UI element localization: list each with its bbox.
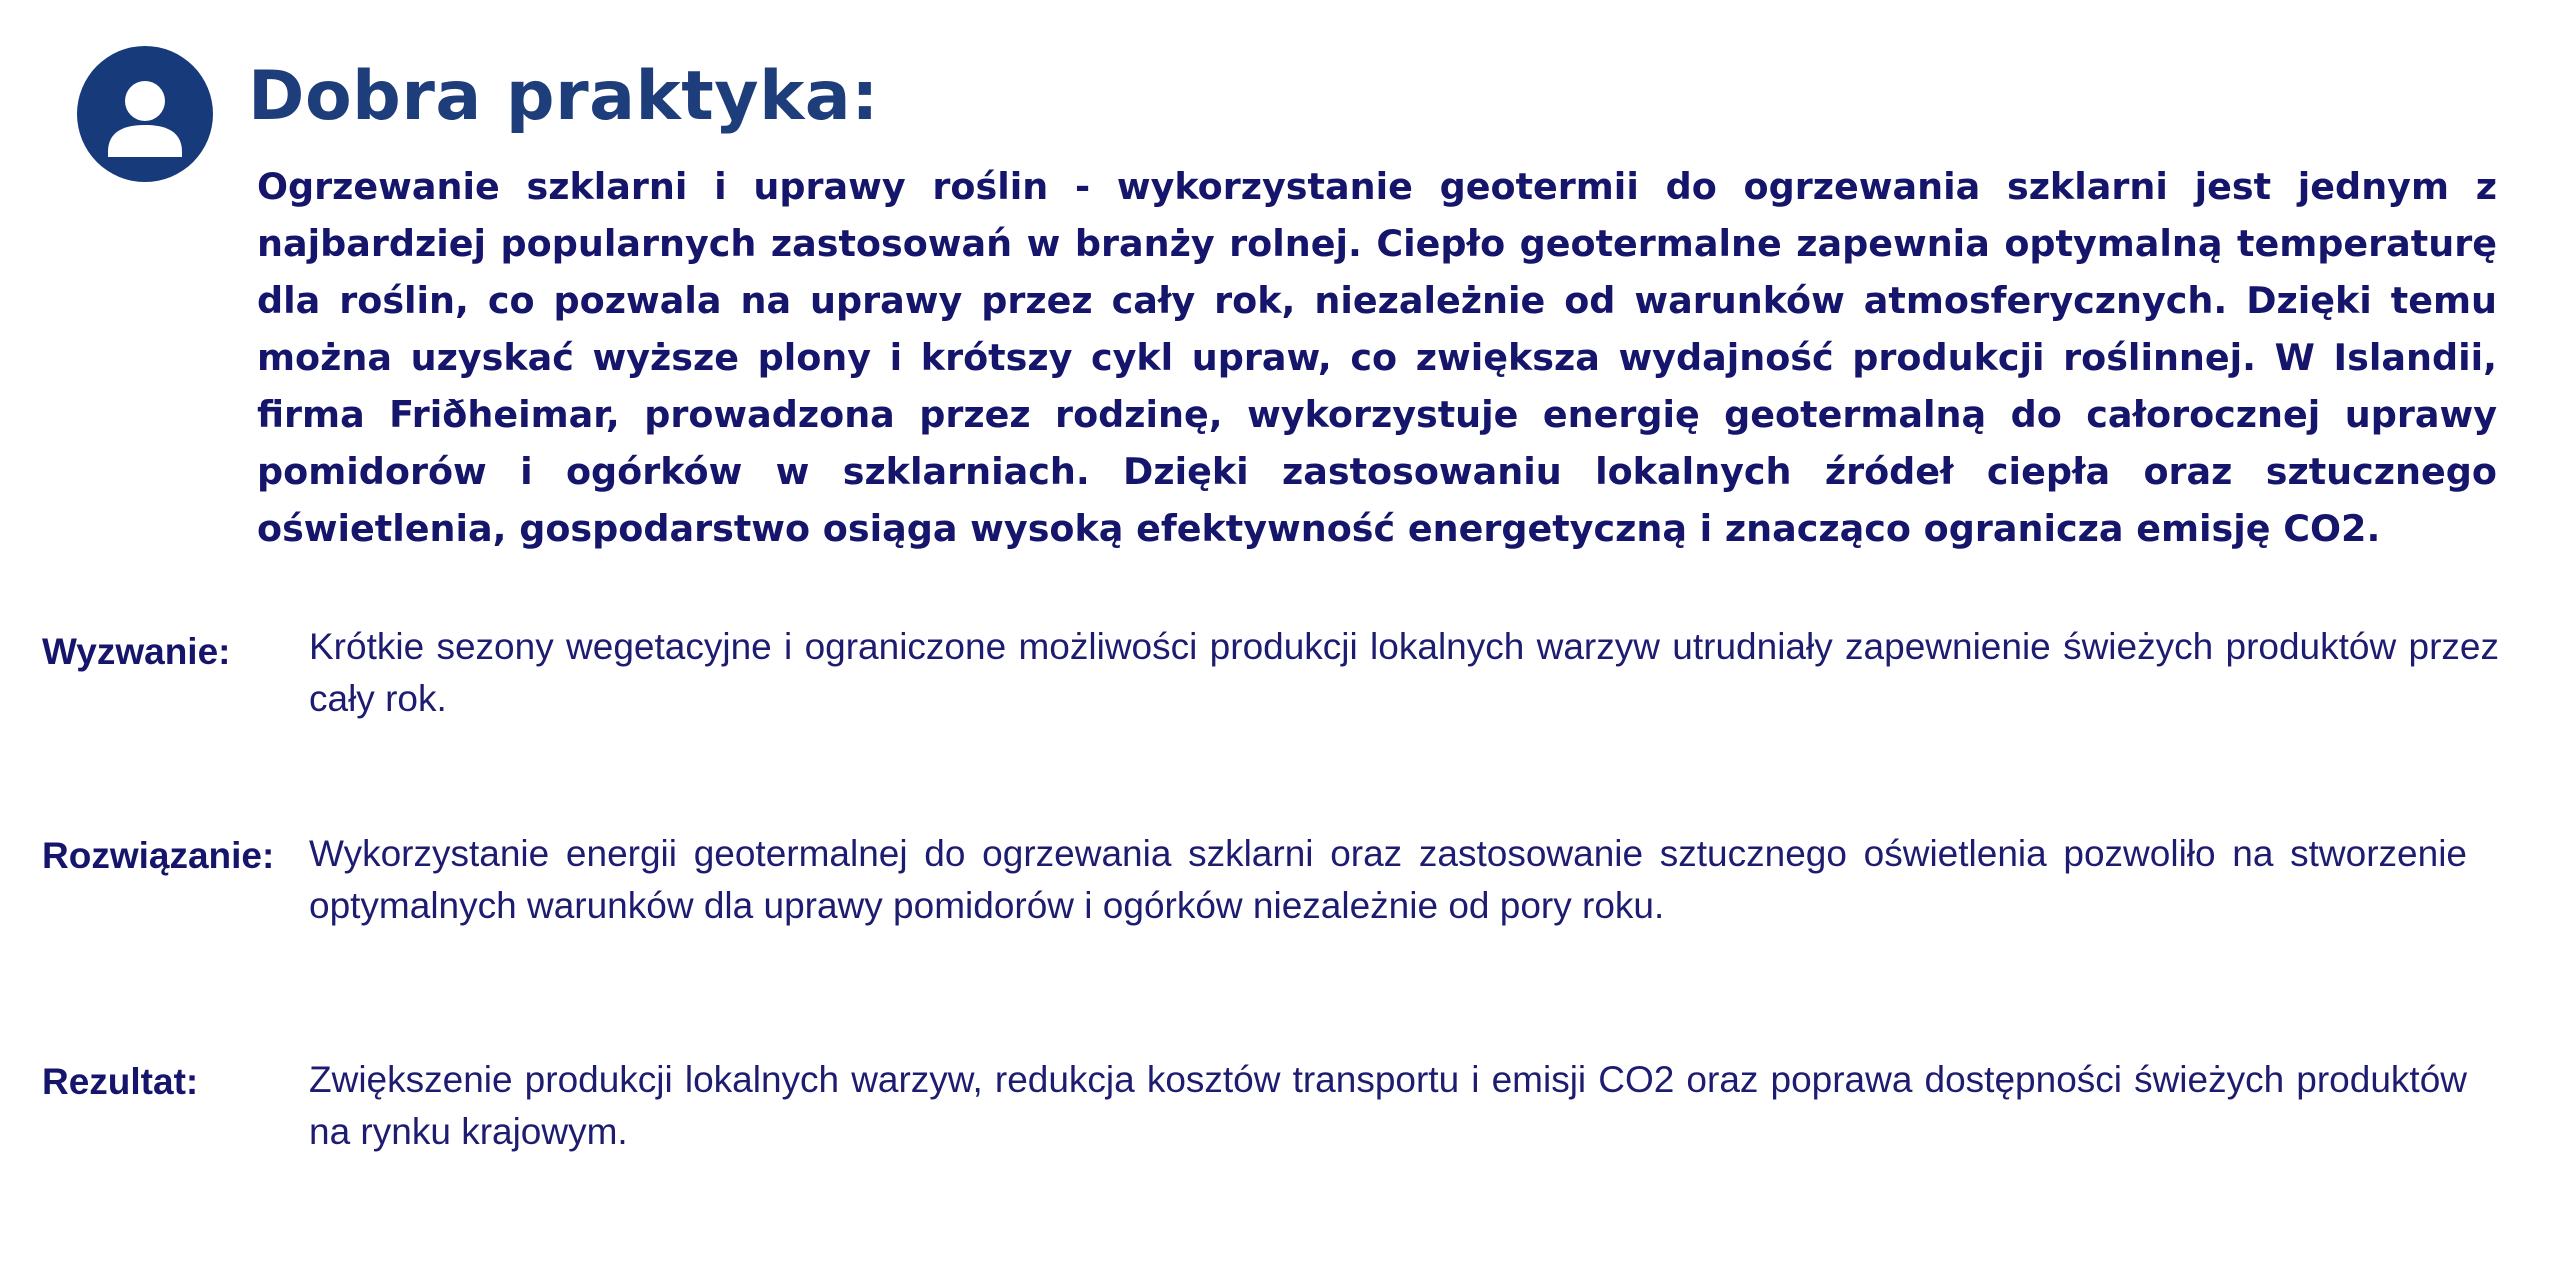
solution-text: Wykorzystanie energii geotermalnej do ogrzewania szklarni oraz zastosowanie sztucznego oświetlenia pozwoliło na stworzenie optymalnych warunków dla uprawy pomidorów i ogórków niezależnie od pory roku. (309, 833, 2467, 926)
page-title: Dobra praktyka: (248, 57, 879, 136)
result-text: Zwiększenie produkcji lokalnych warzyw, redukcja kosztów transportu i emisji CO2 oraz poprawa dostępności świeżych produktów na rynku krajowym. (309, 1059, 2467, 1152)
result-label: Rezultat: (42, 1061, 199, 1102)
solution-label: Rozwiązanie: (42, 835, 275, 876)
challenge-label: Wyzwanie: (42, 631, 231, 672)
user-icon (77, 46, 213, 182)
challenge-text: Krótkie sezony wegetacyjne i ograniczone możliwości produkcji lokalnych warzyw utrudniały zapewnienie świeżych produktów przez cały rok. (309, 626, 2499, 719)
intro-paragraph: Ogrzewanie szklarni i uprawy roślin - wykorzystanie geotermii do ogrzewania szklarni jest jednym z najbardziej popularnych zastosowań w branży rolnej. Ciepło geotermalne zapewnia optymalną temperaturę dla roślin, co pozwala na uprawy przez cały rok, niezależnie od warunków atmosferycznych. Dzięki temu można uzyskać wyższe plony i krótszy cykl upraw, co zwiększa wydajność produkcji roślinnej. W Islandii, firma Friðheimar, prowadzona przez rodzinę, wykorzystuje energię geotermalną do całorocznej uprawy pomidorów i ogórków w szklarniach. Dzięki zastosowaniu lokalnych źródeł ciepła oraz sztucznego oświetlenia, gospodarstwo osiąga wysoką efektywność energetyczną i znacząco ogranicza emisję CO2. (257, 165, 2497, 550)
user-avatar (77, 46, 213, 182)
